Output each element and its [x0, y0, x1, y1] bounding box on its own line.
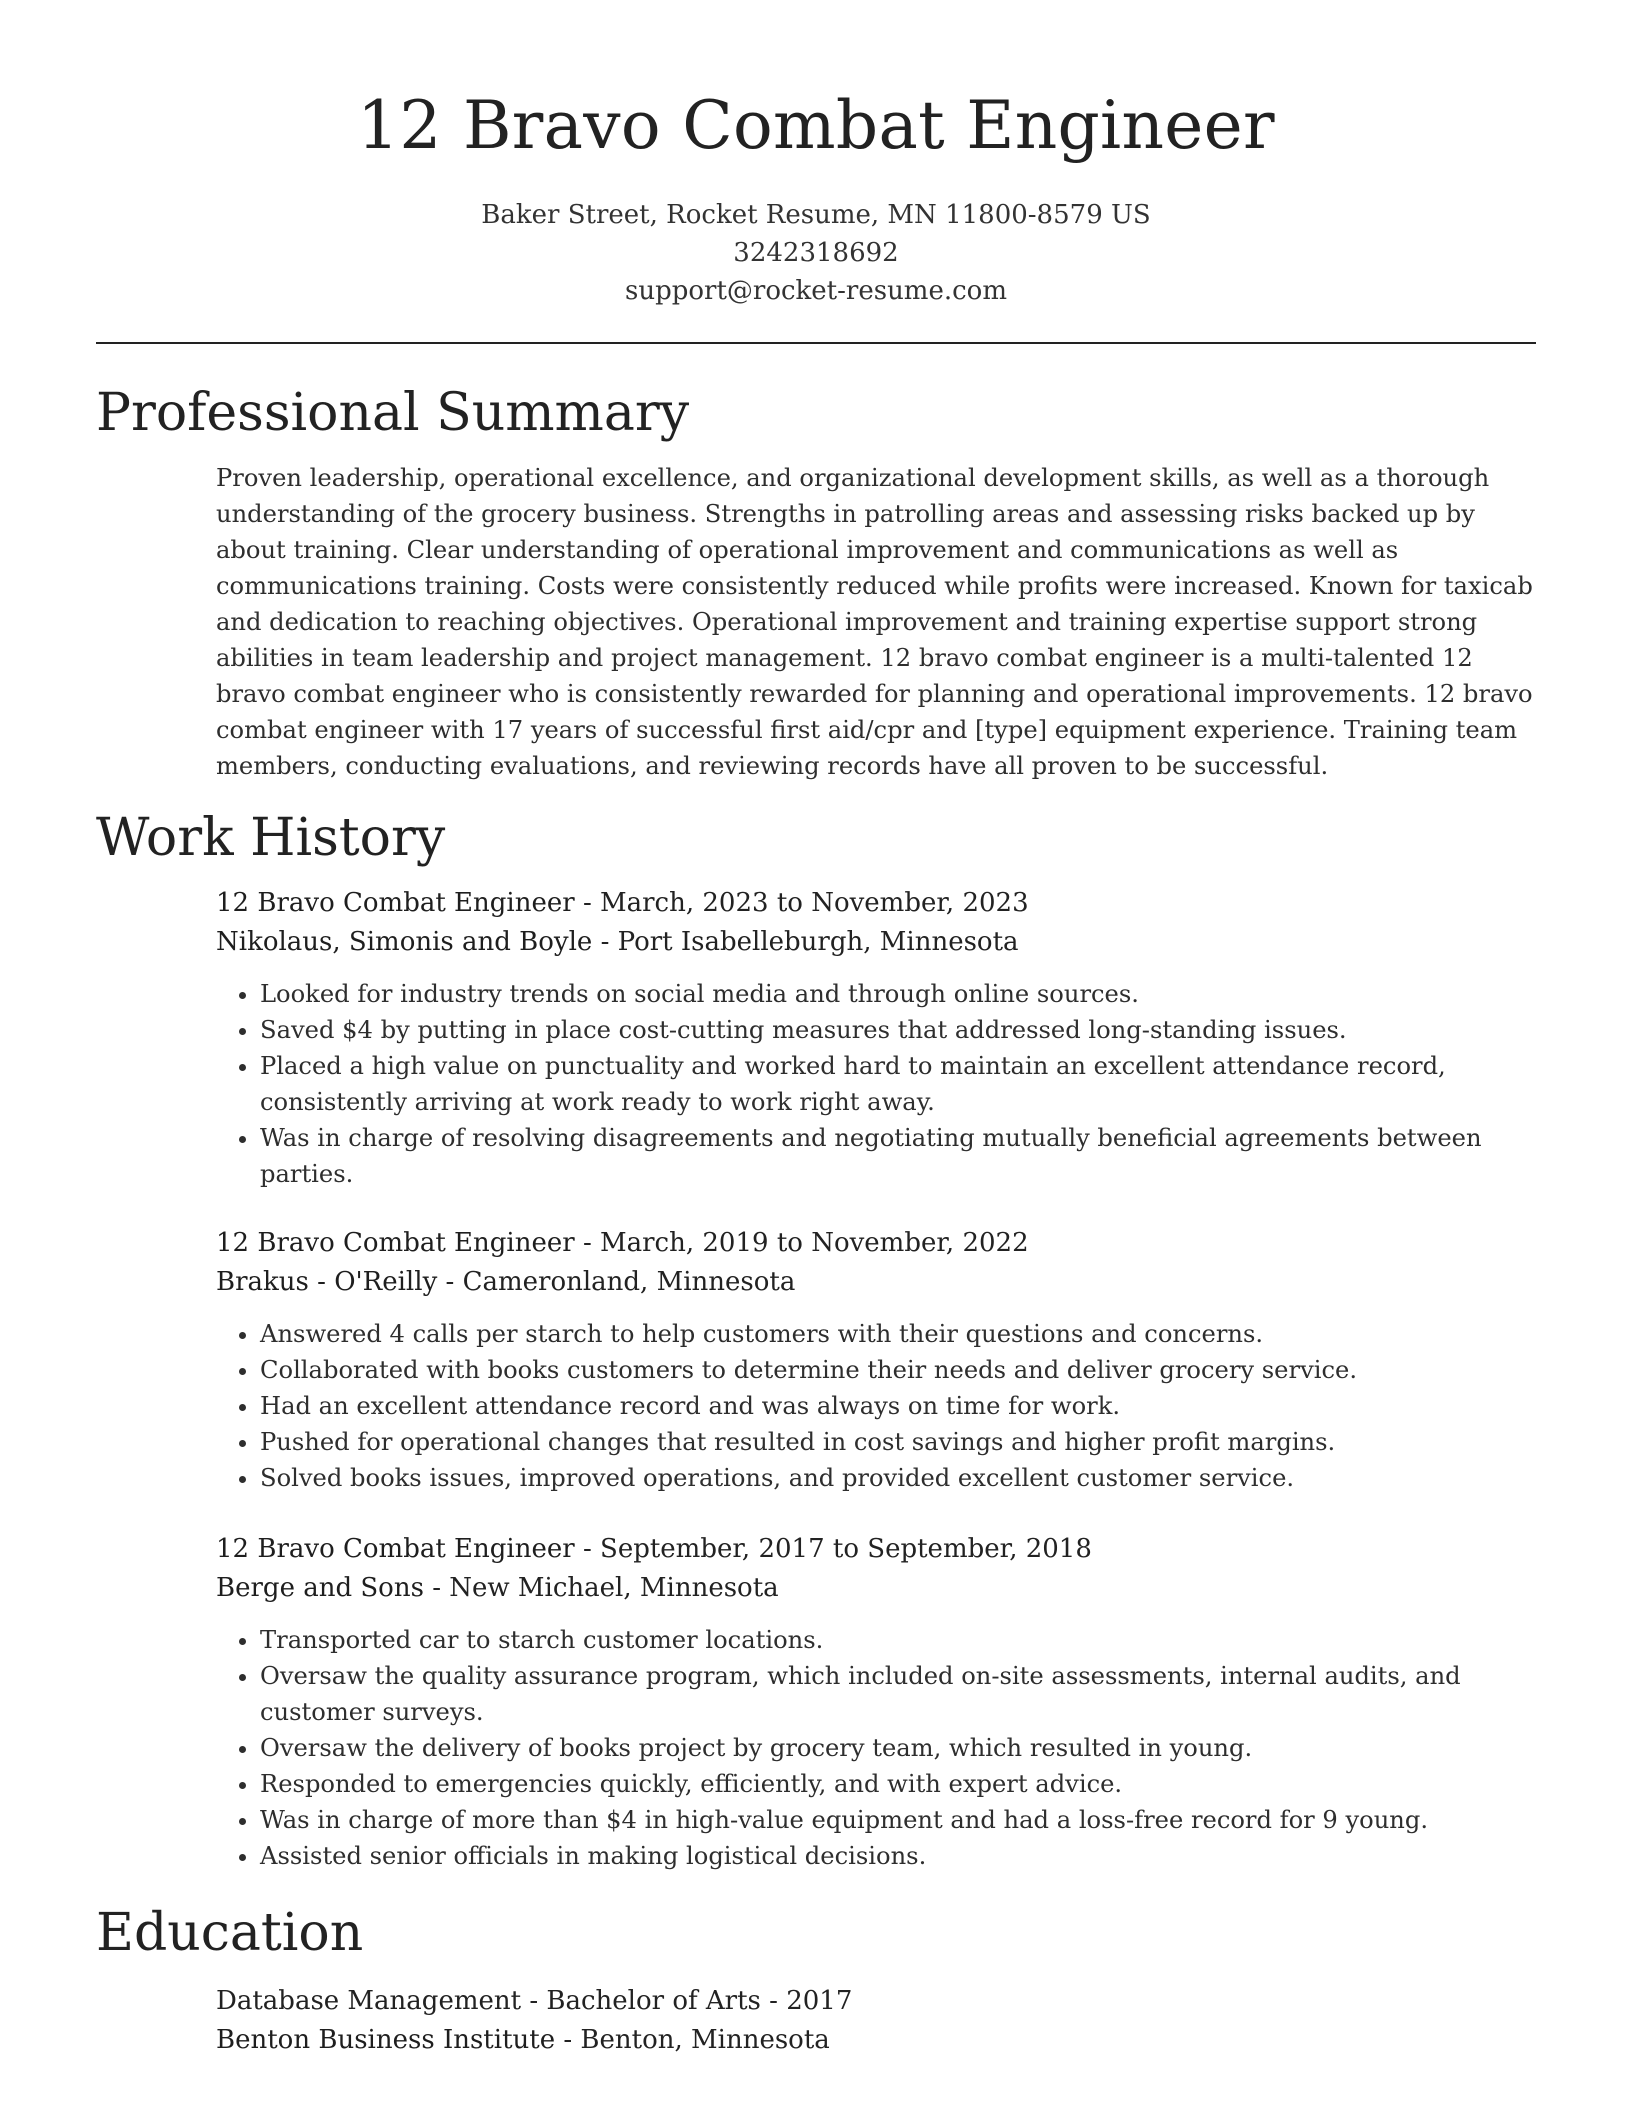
list-item: • Placed a high value on punctuality and worked hard to maintain an excellent attendance record, consistently arriving at work ready to work right away. — [260, 1048, 1536, 1120]
work-history-heading: Work History — [96, 808, 446, 868]
email: support@rocket-resume.com — [624, 276, 1007, 306]
job-title: 12 Bravo Combat Engineer — [216, 1534, 575, 1564]
job-company: Brakus - O'Reilly — [216, 1267, 438, 1297]
education-location: - Benton, Minnesota — [555, 2025, 830, 2055]
contact-info — [96, 196, 1536, 310]
address: Baker Street, Rocket Resume, MN 11800-8579 US — [481, 200, 1151, 230]
summary-heading: Professional Summary — [96, 383, 690, 443]
job-title-line — [216, 884, 1536, 923]
job-bullets — [216, 1316, 1536, 1496]
job-entry — [216, 1530, 1536, 1874]
list-item: • Solved books issues, improved operations, and provided excellent customer service. — [260, 1460, 1536, 1496]
list-item: • Saved $4 by putting in place cost-cutting measures that addressed long-standing issues. — [260, 1012, 1536, 1048]
job-company-line — [216, 1569, 1536, 1608]
education-school-line — [216, 2021, 1536, 2060]
education-degree: Database Management - Bachelor of Arts - 2017 — [216, 1986, 853, 2016]
list-item: • Collaborated with books customers to determine their needs and deliver grocery service. — [260, 1352, 1536, 1388]
list-item: • Answered 4 calls per starch to help customers with their questions and concerns. — [260, 1316, 1536, 1352]
job-dates: - March, 2023 to November, 2023 — [574, 888, 1029, 918]
education-heading: Education — [96, 1903, 364, 1963]
summary-text: Proven leadership, operational excellence, and organizational development skills, as well as a thorough understanding of the grocery business. Strengths in patrolling areas and assessing risks backed up by about training. Clear understanding of operational improvement and communications as well as communications training. Costs were consistently reduced while profits were increased. Known for taxicab and dedication to reaching objectives. Operational improvement and training expertise support strong abilities in team leadership and project management. 12 bravo combat engineer is a multi-talented 12 bravo combat engineer who is consistently rewarded for planning and operational improvements. 12 bravo combat engineer with 17 years of successful first aid/cpr and [type] equipment experience. Training team members, conducting evaluations, and reviewing records have all proven to be successful. — [216, 464, 1533, 780]
list-item: • Transported car to starch customer locations. — [260, 1622, 1536, 1658]
list-item: • Was in charge of resolving disagreements and negotiating mutually beneficial agreements between parties. — [260, 1120, 1536, 1192]
job-title-line — [216, 1530, 1536, 1569]
job-title-line — [216, 1224, 1536, 1263]
list-item: • Assisted senior officials in making logistical decisions. — [260, 1838, 1536, 1874]
phone: 3242318692 — [733, 238, 899, 268]
job-company: Berge and Sons — [216, 1573, 424, 1603]
list-item: • Looked for industry trends on social media and through online sources. — [260, 976, 1536, 1012]
job-company-line — [216, 923, 1536, 962]
job-dates: - September, 2017 to September, 2018 — [574, 1534, 1092, 1564]
list-item: • Was in charge of more than $4 in high-value equipment and had a loss-free record for 9 young. — [260, 1802, 1536, 1838]
list-item: • Responded to emergencies quickly, efficiently, and with expert advice. — [260, 1766, 1536, 1802]
job-location: - New Michael, Minnesota — [423, 1573, 779, 1603]
header-divider — [96, 342, 1536, 344]
candidate-name: 12 Bravo Combat Engineer — [357, 87, 1275, 164]
list-item: • Pushed for operational changes that resulted in cost savings and higher profit margins. — [260, 1424, 1536, 1460]
job-bullets — [216, 1622, 1536, 1874]
list-item: • Oversaw the quality assurance program, which included on-site assessments, internal audits, and customer surveys. — [260, 1658, 1536, 1730]
list-item: • Oversaw the delivery of books project by grocery team, which resulted in young. — [260, 1730, 1536, 1766]
resume-header — [96, 86, 1536, 310]
job-title: 12 Bravo Combat Engineer — [216, 888, 575, 918]
job-company-line — [216, 1263, 1536, 1302]
job-entry — [216, 1224, 1536, 1496]
job-dates: - March, 2019 to November, 2022 — [574, 1228, 1029, 1258]
education-school: Benton Business Institute — [216, 2025, 556, 2055]
job-company: Nikolaus, Simonis and Boyle — [216, 927, 593, 957]
education-entry — [216, 1982, 1536, 2060]
job-title: 12 Bravo Combat Engineer — [216, 1228, 575, 1258]
job-location: - Cameronland, Minnesota — [437, 1267, 796, 1297]
job-location: - Port Isabelleburgh, Minnesota — [592, 927, 1019, 957]
list-item: • Had an excellent attendance record and was always on time for work. — [260, 1388, 1536, 1424]
job-entry — [216, 884, 1536, 1192]
job-bullets — [216, 976, 1536, 1192]
